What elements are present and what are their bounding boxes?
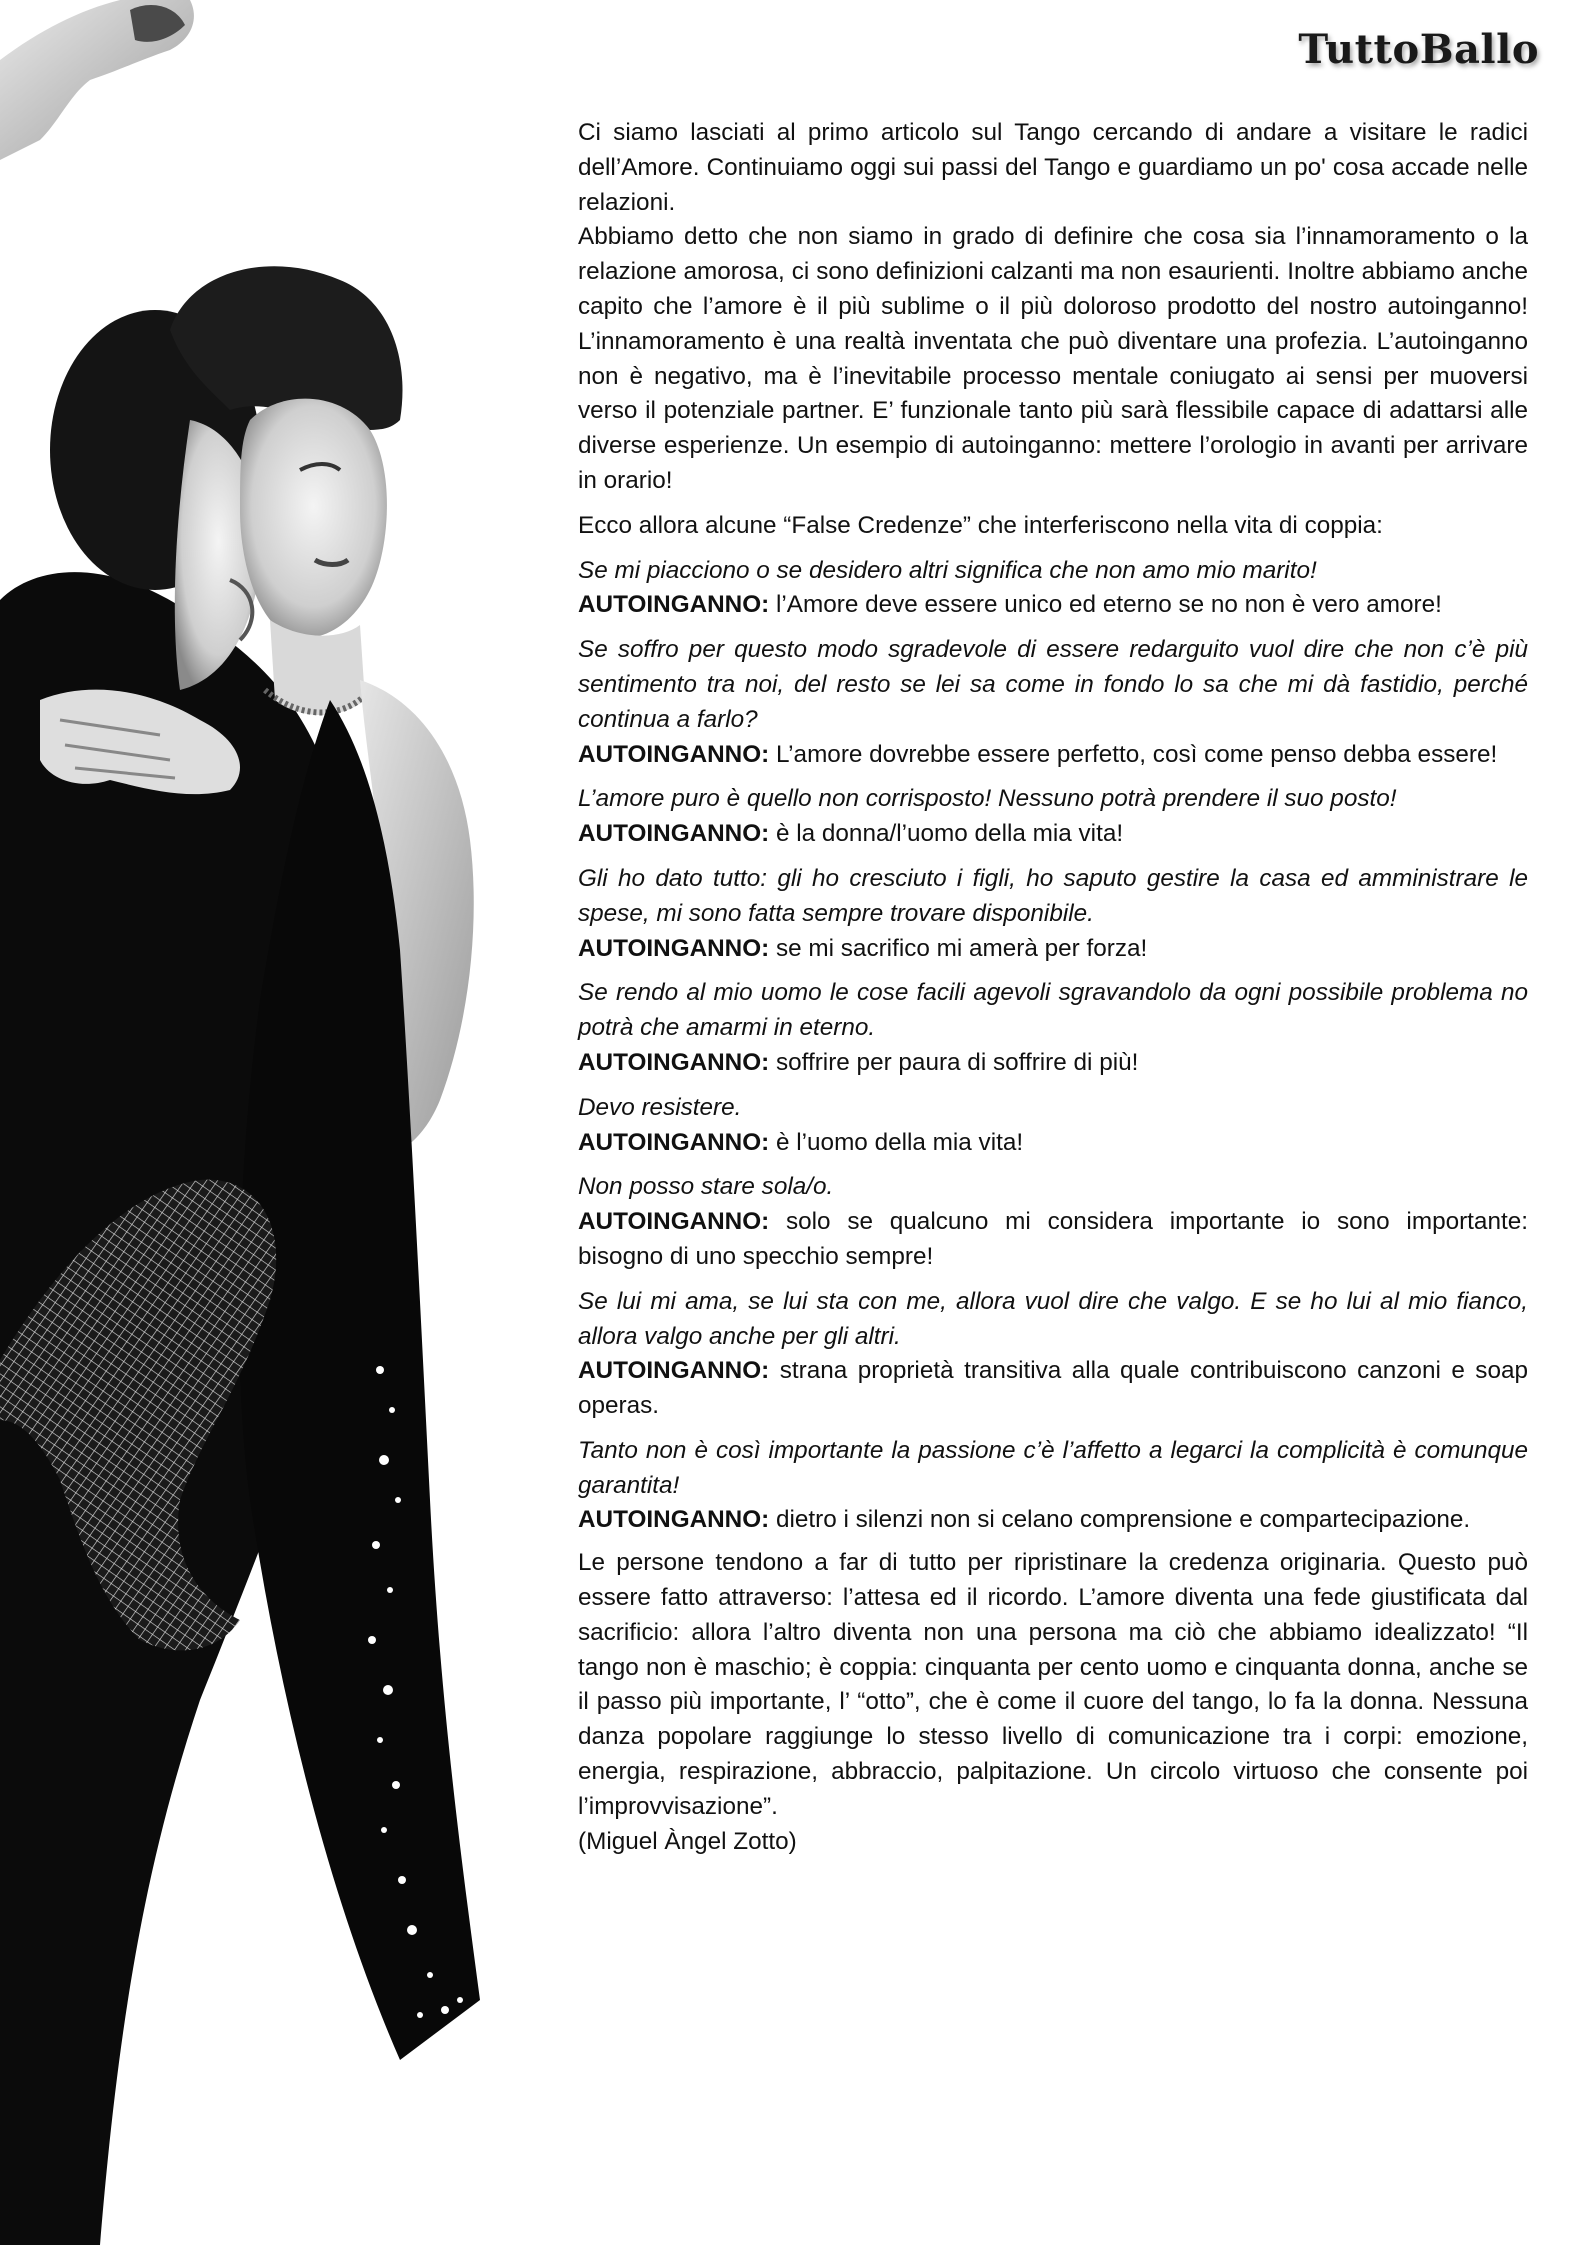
self-deception-text: solo se qualcuno mi considera importante io sono importante: bisogno di uno specchio sempre! [578, 1208, 1528, 1270]
self-deception-text: se mi sacrifico mi amerà per forza! [775, 934, 1148, 962]
autoinganno-label: AUTOINGANNO: [578, 820, 776, 848]
belief-text: Non posso stare sola/o. [578, 1173, 834, 1201]
belief-item [578, 1170, 1528, 1274]
belief-text: Se mi piacciono o se desidero altri significa che non amo mio marito! [578, 556, 1317, 584]
autoinganno-label: AUTOINGANNO: [578, 1048, 776, 1076]
self-deception-text: strana proprietà transitiva alla quale contribuiscono canzoni e soap operas. [578, 1357, 1528, 1420]
belief-item [578, 633, 1528, 772]
article-body [578, 116, 1528, 1869]
belief-text: Tanto non è così importante la passione c’è l’affetto a legarci la complicità è comunque garantita! [578, 1436, 1528, 1499]
belief-text: Se rendo al mio uomo le cose facili agevoli sgravandolo da ogni possibile problema no potrà che amarmi in eterno. [578, 979, 1528, 1042]
autoinganno-label: AUTOINGANNO: [578, 1357, 780, 1385]
self-deception-text: L’amore dovrebbe essere perfetto, così come penso debba essere! [775, 740, 1498, 768]
intro-paragraph [578, 116, 1528, 499]
tango-dancers-photo [0, 0, 560, 2245]
belief-text: L’amore puro è quello non corrisposto! Nessuno potrà prendere il suo posto! [578, 785, 1397, 813]
autoinganno-label: AUTOINGANNO: [578, 1128, 776, 1156]
intro-text-2: Abbiamo detto che non siamo in grado di definire che cosa sia l’innamoramento o la relazione amorosa, ci sono definizioni calzanti ma non esaurienti. Inoltre abbiamo anche capito che l’amore è il più sublime o il più doloroso prodotto del nostro autoinganno! L’innamoramento è una realtà inventata che può diventare una profezia. L’autoinganno non è negativo, ma è l’inevitabile processo mentale coniugato ai sensi per muoversi verso il potenziale partner. E’ funzionale tanto più sarà flessibile capace di adattarsi alle diverse esperienze. Un esempio di autoinganno: mettere l’orologio in avanti per arrivare in orario! [578, 223, 1528, 494]
self-deception-text: soffrire per paura di soffrire di più! [775, 1048, 1139, 1076]
brand-logo: TuttoBallo [1298, 26, 1539, 73]
self-deception-text: l’Amore deve essere unico ed eterno se no non è vero amore! [775, 591, 1442, 619]
self-deception-text: dietro i silenzi non si celano comprensione e compartecipazione. [775, 1506, 1471, 1534]
intro-text-1: Ci siamo lasciati al primo articolo sul Tango cercando di andare a visitare le radici dell’Amore. Continuiamo oggi sui passi del Tango e guardiamo un po' cosa accade nelle relazioni. [578, 119, 1528, 216]
belief-item [578, 862, 1528, 966]
autoinganno-label: AUTOINGANNO: [578, 591, 776, 619]
false-beliefs-intro: Ecco allora alcune “False Credenze” che interferiscono nella vita di coppia: [578, 511, 1383, 539]
conclusion-paragraph [578, 1546, 1528, 1859]
belief-item [578, 976, 1528, 1080]
self-deception-text: è l’uomo della mia vita! [775, 1128, 1024, 1156]
autoinganno-label: AUTOINGANNO: [578, 1506, 776, 1534]
belief-item [578, 1434, 1528, 1538]
belief-text: Se soffro per questo modo sgradevole di essere redarguito vuol dire che non c’è più sentimento tra noi, del resto se lei sa come in fondo lo sa che mi dà fastidio, perché continua a farlo? [578, 636, 1528, 733]
conclusion-text: Le persone tendono a far di tutto per ripristinare la credenza originaria. Questo può essere fatto attraverso: l’attesa ed il ricordo. L’amore diventa una fede giustificata dal sacrificio: allora l’altro diventa non una persona ma ciò che abbiamo idealizzato! “Il tango non è maschio; è coppia: cinquanta per cento uomo e cinquanta donna, anche se il passo più importante, l’ “otto”, che è come il cuore del tango, lo fa la donna. Nessuna danza popolare raggiunge lo stesso livello di comunicazione tra i corpi: emozione, energia, respirazione, abbraccio, palpitazione. Un circolo virtuoso che consente poi l’improvvisazione”. [578, 1549, 1528, 1820]
belief-text: Gli ho dato tutto: gli ho cresciuto i figli, ho saputo gestire la casa ed amministrare le spese, mi sono fatta sempre trovare disponibile. [578, 864, 1528, 927]
belief-item [578, 554, 1528, 624]
autoinganno-label: AUTOINGANNO: [578, 934, 776, 962]
quote-attribution: (Miguel Àngel Zotto) [578, 1827, 797, 1855]
belief-item [578, 782, 1528, 852]
belief-item [578, 1091, 1528, 1161]
self-deception-text: è la donna/l’uomo della mia vita! [775, 820, 1124, 848]
autoinganno-label: AUTOINGANNO: [578, 1208, 786, 1236]
belief-text: Devo resistere. [578, 1093, 742, 1121]
belief-text: Se lui mi ama, se lui sta con me, allora vuol dire che valgo. E se ho lui al mio fianco, allora valgo anche per gli altri. [578, 1287, 1528, 1350]
belief-item [578, 1285, 1528, 1424]
autoinganno-label: AUTOINGANNO: [578, 740, 776, 768]
